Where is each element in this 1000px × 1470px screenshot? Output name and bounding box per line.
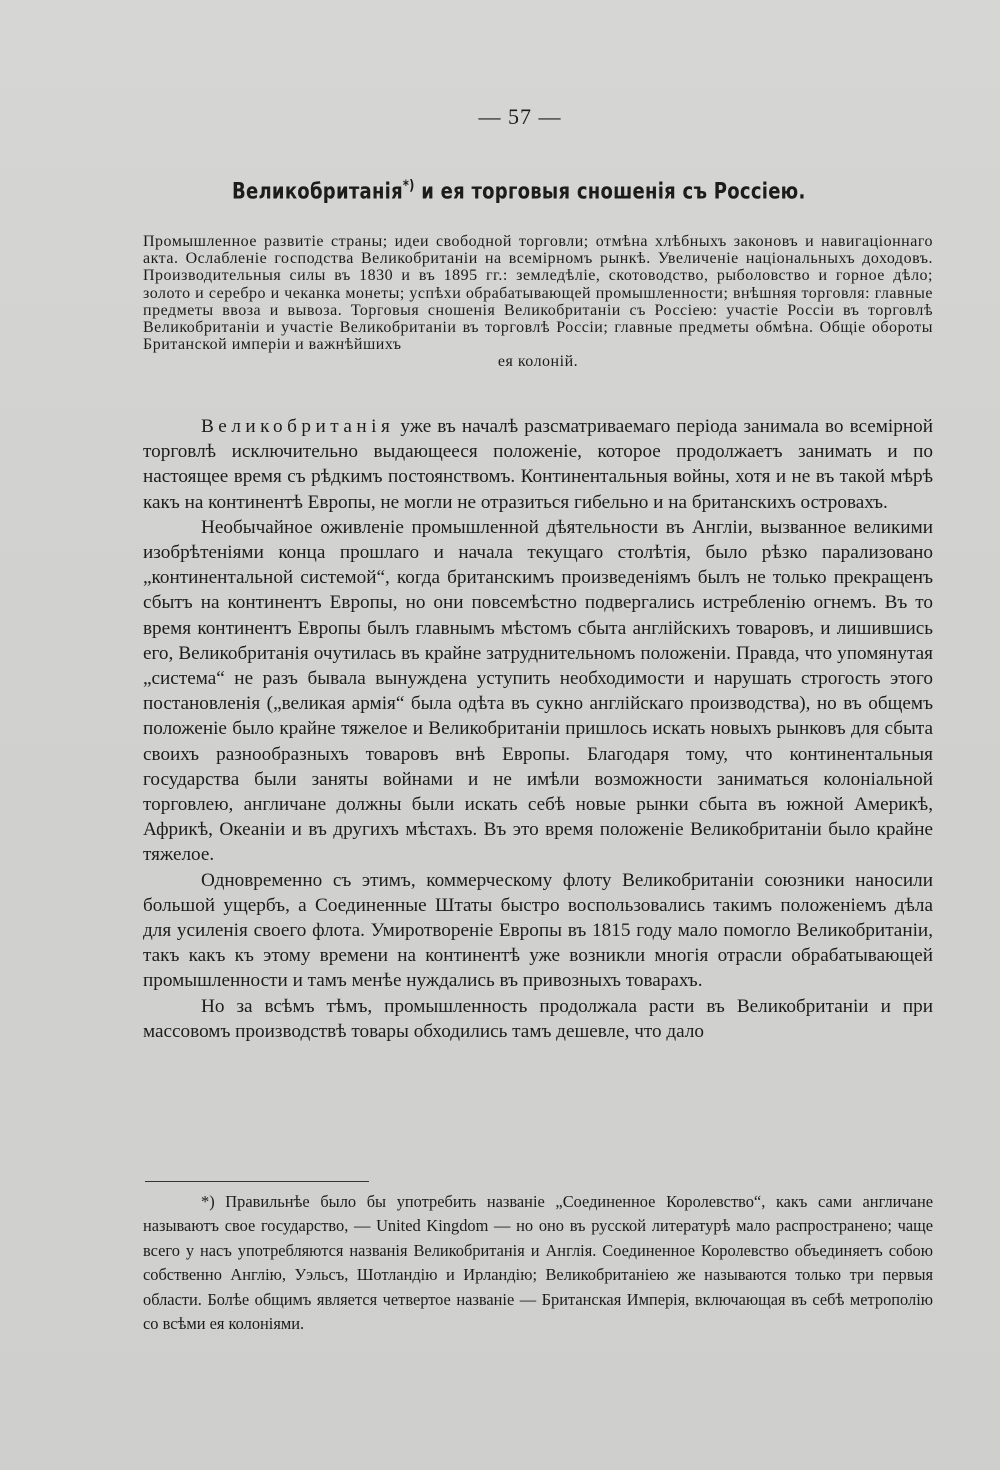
page-number: — 57 —: [478, 104, 562, 129]
footnote-text: *) Правильнѣе было бы употребить названіе „Соединенное Королевство“, какъ сами англичане называютъ свое государство, — United Kingdom — но оно въ русской литературѣ мало распространено; чаще всего у насъ употребляются названія Великобританія и Англія. Соединенное Королевство объединяетъ собою собственно Англію, Уэльсъ, Шотландію и Ирландію; Великобританіею же называются только три первыя области. Болѣе общимъ является четвертое названіе — Британская Имперія, включающая въ себѣ метрополію со всѣми ея колоніями.: [143, 1192, 933, 1334]
paragraph-1: [143, 414, 933, 515]
summary-text: Промышленное развитіе страны; идеи свободной торговли; отмѣна хлѣбныхъ законовъ и навигаціоннаго акта. Ослабленіе господства Великобританіи на всемірномъ рынкѣ. Увеличеніе національныхъ доходовъ. Производительныя силы въ 1830 и въ 1895 гг.: земледѣліе, скотоводство, рыболовство и горное дѣло; золото и серебро и чеканка монеты; успѣхи обрабатывающей промышленности; внѣшняя торговля: главные предметы ввоза и вывоза. Торговыя сношенія Великобританіи съ Россіею: участіе Россіи въ торговлѣ Великобританіи и участіе Великобританіи въ торговлѣ Россіи; главные предметы обмѣна. Общіе обороты Британской имперіи и важнѣйшихъ: [143, 233, 933, 354]
paragraph-1-spaced-word: Великобританія: [201, 416, 395, 437]
body-text: [143, 414, 933, 1044]
paragraph-1-text: уже въ началѣ разсматриваемаго періода занимала во всемірной торговлѣ исключительно выдающееся положеніе, которое продолжаетъ занимать и по настоящее время съ рѣдкимъ постоянствомъ. Континентальныя войны, хотя и не въ такой мѣрѣ какъ на континентѣ Европы, не могли не отразиться гибельно и на британскихъ островахъ.: [143, 416, 933, 513]
footnote: [143, 1190, 933, 1336]
paragraph-2: Необычайное оживленіе промышленной дѣятельности въ Англіи, вызванное великими изобрѣтеніями конца прошлаго и начала текущаго столѣтія, было рѣзко парализовано „континентальной системой“, когда британскимъ произведеніямъ былъ не только прекращенъ сбытъ на континентъ Европы, но они повсемѣстно подвергались истребленію огнемъ. Въ то время континентъ Европы былъ главнымъ мѣстомъ сбыта англійскихъ товаровъ, и лишившись его, Великобританія очутилась въ крайне затруднительномъ положеніи. Правда, что упомянутая „система“ не разъ бывала вынуждена уступить необходимости и нарушать строгость этого постановленія („великая армія“ была одѣта въ сукно англійскаго производства), но въ общемъ положеніе было крайне тяжелое и Великобританіи пришлось искать новыхъ рынковъ для сбыта своихъ разнообразныхъ товаровъ внѣ Европы. Благодаря тому, что континентальныя государства были заняты войнами и не имѣли возможности заниматься колоніальной торговлею, англичане должны были искать себѣ новые рынки сбыта въ южной Америкѣ, Африкѣ, Океаніи и въ другихъ мѣстахъ. Въ это время положеніе Великобританіи было крайне тяжелое.: [143, 516, 933, 866]
footnote-divider: [145, 1181, 369, 1182]
paragraph-4: Но за всѣмъ тѣмъ, промышленность продолжала расти въ Великобританіи и при массовомъ производствѣ товары обходились тамъ дешевле, что дало: [143, 995, 933, 1042]
chapter-title: [232, 178, 806, 205]
summary-last-line: ея колоній.: [497, 353, 579, 371]
chapter-summary: [143, 233, 933, 371]
chapter-title-main: Великобританія: [232, 179, 403, 205]
chapter-title-rest: и ея торговыя сношенія съ Россіею.: [414, 179, 806, 205]
footnote-mark: *): [402, 178, 415, 194]
paragraph-3: Одновременно съ этимъ, коммерческому флоту Великобританіи союзники наносили большой ущербъ, а Соединенные Штаты быстро воспользовались такимъ положеніемъ дѣла для усиленія своего флота. Умиротвореніе Европы въ 1815 году мало помогло Великобританіи, такъ какъ къ этому времени на континентѣ уже возникли многія отрасли обрабатывающей промышленности и тамъ менѣе нуждались въ привозныхъ товарахъ.: [143, 869, 933, 992]
